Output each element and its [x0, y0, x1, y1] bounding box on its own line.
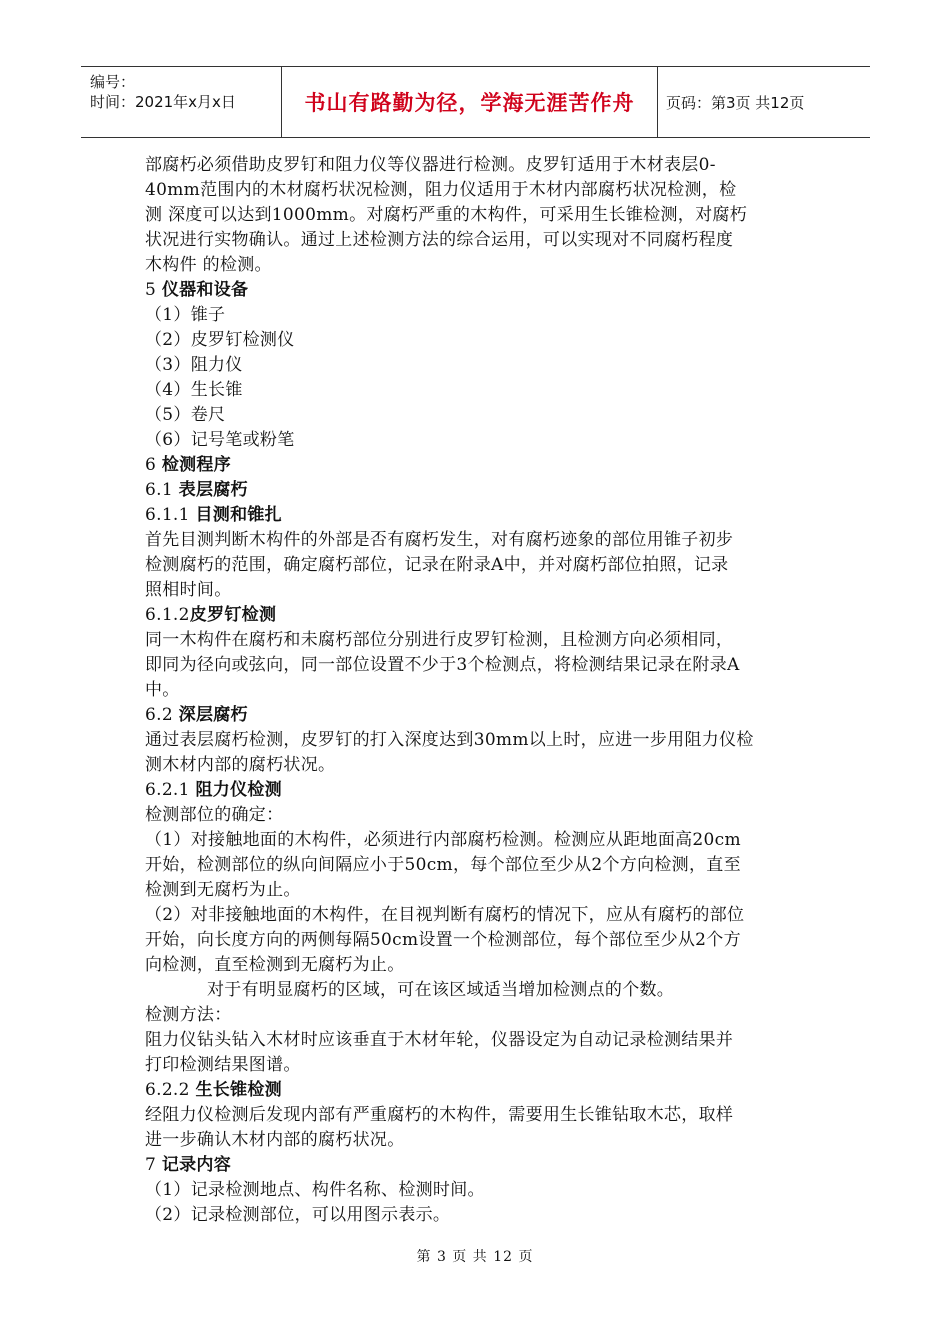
section-number: 6: [145, 455, 162, 475]
body-text-line: （3）阻力仪: [145, 355, 243, 375]
body-text-line: （2）皮罗钉检测仪: [145, 330, 295, 350]
body-text-line: 对于有明显腐朽的区域，可在该区域适当增加检测点的个数。: [207, 980, 675, 1000]
document-body: [145, 153, 815, 1228]
section-title: 记录内容: [161, 1155, 232, 1175]
section-number: 7: [145, 1155, 162, 1175]
body-text-line: 40mm范围内的木材腐朽状况检测，阻力仪适用于木材内部腐朽状况检测，检: [145, 180, 737, 200]
section-heading: [145, 278, 815, 303]
header-meta: [81, 67, 282, 137]
body-text-line: 首先目测判断木构件的外部是否有腐朽发生，对有腐朽迹象的部位用锥子初步: [145, 530, 734, 550]
page-footer: 第 3 页 共 12 页: [416, 1249, 534, 1265]
header-motto: 书山有路勤为径，学海无涯苦作舟: [282, 67, 658, 137]
body-text-line: 木构件 的检测。: [145, 255, 272, 275]
body-text-line: 中。: [145, 680, 180, 700]
body-text-line: 进一步确认木材内部的腐朽状况。: [145, 1130, 405, 1150]
body-text-line: 打印检测结果图谱。: [145, 1055, 301, 1075]
section-title: 仪器和设备: [161, 280, 249, 300]
section-number: 6.1.2: [145, 605, 190, 625]
section-heading: [145, 453, 815, 478]
section-heading: [145, 1078, 815, 1103]
body-text-line: （2）记录检测部位，可以用图示表示。: [145, 1205, 451, 1225]
body-text-line: （2）对非接触地面的木构件，在目视判断有腐朽的情况下，应从有腐朽的部位: [145, 905, 745, 925]
time-label: 时间：2021年x月x日: [90, 93, 236, 111]
body-text-line: （6）记号笔或粉笔: [145, 430, 295, 450]
section-title: 检测程序: [161, 455, 232, 475]
body-text-line: （4）生长锥: [145, 380, 243, 400]
body-text-line: 测木材内部的腐朽状况。: [145, 755, 336, 775]
body-text-line: 照相时间。: [145, 580, 232, 600]
body-text-line: （5）卷尺: [145, 405, 226, 425]
body-text-line: 通过表层腐朽检测，皮罗钉的打入深度达到30mm以上时，应进一步用阻力仪检: [145, 730, 754, 750]
section-title: 阻力仪检测: [195, 780, 282, 800]
code-label: 编号：: [90, 73, 136, 91]
body-text-line: 测 深度可以达到1000mm。对腐朽严重的木构件，可采用生长锥检测，对腐朽: [145, 205, 748, 225]
body-text-line: 状况进行实物确认。通过上述检测方法的综合运用，可以实现对不同腐朽程度: [145, 230, 734, 250]
body-text-line: 检测到无腐朽为止。: [145, 880, 301, 900]
section-number: 6.1.1: [145, 505, 196, 525]
body-text-line: 向检测，直至检测到无腐朽为止。: [145, 955, 405, 975]
section-heading: [145, 503, 815, 528]
body-text-line: 即同为径向或弦向，同一部位设置不少于3个检测点，将检测结果记录在附录A: [145, 655, 740, 675]
section-heading: [145, 778, 815, 803]
body-text-line: 开始，检测部位的纵向间隔应小于50cm，每个部位至少从2个方向检测，直至: [145, 855, 741, 875]
header-page-info: 页码：第3页 共12页: [666, 93, 805, 112]
section-number: 6.2.2: [145, 1080, 196, 1100]
section-title: 生长锥检测: [195, 1080, 282, 1100]
page-header: [81, 66, 870, 138]
body-text-line: （1）锥子: [145, 305, 226, 325]
section-number: 5: [145, 280, 162, 300]
body-text-line: 部腐朽必须借助皮罗钉和阻力仪等仪器进行检测。皮罗钉适用于木材表层0-: [145, 155, 716, 175]
section-title: 皮罗钉检测: [189, 605, 277, 625]
body-text-line: 阻力仪钻头钻入木材时应该垂直于木材年轮，仪器设定为自动记录检测结果并: [145, 1030, 734, 1050]
body-text-line: 检测部位的确定：: [145, 805, 284, 825]
body-text-line: 检测方法：: [145, 1005, 232, 1025]
section-number: 6.1: [145, 480, 179, 500]
section-heading: [145, 703, 815, 728]
section-number: 6.2.1: [145, 780, 196, 800]
body-text-line: （1）对接触地面的木构件，必须进行内部腐朽检测。检测应从距地面高20cm: [145, 830, 741, 850]
section-heading: [145, 1153, 815, 1178]
body-text-line: 同一木构件在腐朽和未腐朽部位分别进行皮罗钉检测，且检测方向必须相同，: [145, 630, 734, 650]
section-number: 6.2: [145, 705, 179, 725]
section-title: 目测和锥扎: [195, 505, 282, 525]
section-heading: [145, 603, 815, 628]
section-title: 深层腐朽: [178, 705, 248, 725]
body-text-line: 开始，向长度方向的两侧每隔50cm设置一个检测部位，每个部位至少从2个方: [145, 930, 741, 950]
section-title: 表层腐朽: [178, 480, 248, 500]
body-text-line: 检测腐朽的范围，确定腐朽部位，记录在附录A中，并对腐朽部位拍照，记录: [145, 555, 729, 575]
section-heading: [145, 478, 815, 503]
body-text-line: （1）记录检测地点、构件名称、检测时间。: [145, 1180, 485, 1200]
body-text-line: 经阻力仪检测后发现内部有严重腐朽的木构件，需要用生长锥钻取木芯，取样: [145, 1105, 734, 1125]
